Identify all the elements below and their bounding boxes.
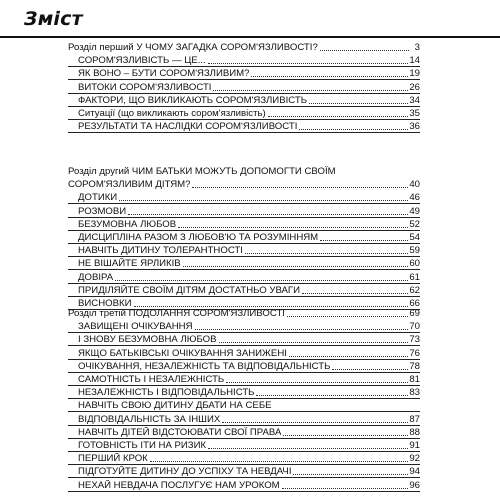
toc-page-number: 46 — [409, 192, 420, 204]
dot-leader — [320, 240, 408, 241]
dot-leader — [282, 488, 409, 489]
toc-entry-title: І ЗНОВУ БЕЗУМОВНА ЛЮБОВ — [78, 334, 217, 346]
dot-leader — [128, 214, 408, 215]
dot-leader — [256, 395, 408, 396]
dot-leader — [289, 356, 408, 357]
toc-entry-row[interactable] — [68, 119, 420, 133]
toc-page-number: 76 — [409, 347, 420, 359]
toc-entry-title: САМОТНІСТЬ І НЕЗАЛЕЖНІСТЬ — [78, 374, 225, 385]
toc-entry-row[interactable] — [68, 66, 420, 80]
dot-leader — [302, 293, 408, 294]
toc-entry-title: ЯК ВОНО – БУТИ СОРОМ'ЯЗЛИВИМ? — [78, 68, 250, 80]
toc-entry-title: НАВЧІТЬ ДИТИНУ ТОЛЕРАНТНОСТІ — [78, 245, 243, 257]
toc-page-number: 78 — [409, 360, 420, 372]
toc-entry-title: ЯКЩО БАТЬКІВСЬКІ ОЧІКУВАННЯ ЗАНИЖЕНІ — [78, 347, 287, 359]
toc-entry-row[interactable] — [68, 283, 420, 297]
heading-rule — [0, 36, 500, 38]
dot-leader — [183, 266, 409, 267]
toc-entry-title: ГОТОВНІСТЬ ІТИ НА РИЗИК — [78, 440, 207, 451]
toc-entry-title: ДОТИКИ — [78, 192, 118, 204]
toc-entry-title: РОЗМОВИ — [78, 205, 127, 217]
toc-entry-title: ФАКТОРИ, ЩО ВИКЛИКАЮТЬ СОРОМ'ЯЗЛИВІСТЬ — [78, 94, 308, 106]
dot-leader — [251, 76, 408, 77]
toc-entry-row[interactable] — [68, 319, 420, 333]
toc-entry-row[interactable] — [68, 217, 420, 231]
dot-leader — [287, 316, 408, 317]
toc-entry-row[interactable] — [68, 93, 420, 107]
toc-entry-title: ПЕРШИЙ КРОК — [78, 453, 148, 465]
toc-entry-title: НЕХАЙ НЕВДАЧА ПОСЛУГУЄ НАМ УРОКОМ — [78, 479, 280, 491]
dot-leader — [320, 50, 409, 51]
toc-entry-row[interactable] — [68, 359, 420, 373]
toc-entry-row[interactable] — [68, 464, 420, 478]
dot-leader — [115, 280, 408, 281]
toc-page-number: 96 — [409, 479, 420, 491]
toc-entry-row[interactable] — [68, 190, 420, 204]
dot-leader — [283, 435, 408, 436]
toc-entry-title: Розділ перший У ЧОМУ ЗАГАДКА СОРОМ'ЯЗЛИВОСТІ? — [68, 42, 318, 53]
toc-entry-row[interactable] — [68, 256, 420, 270]
toc-page-number: 92 — [409, 453, 420, 465]
dot-leader — [195, 329, 409, 330]
dot-leader — [192, 187, 408, 188]
toc-entry-row[interactable] — [68, 53, 420, 67]
dot-leader — [226, 382, 408, 383]
toc-entry-title: БЕЗУМОВНА ЛЮБОВ — [78, 218, 177, 230]
dot-leader — [293, 474, 408, 475]
dot-leader — [178, 227, 408, 228]
toc-page-number: 19 — [409, 68, 420, 80]
toc-chapter-row[interactable] — [68, 306, 420, 319]
toc-entry-title: ДИСЦИПЛІНА РАЗОМ З ЛЮБОВ'Ю ТА РОЗУМІННЯМ — [78, 232, 319, 243]
page-heading: Зміст — [24, 8, 83, 30]
toc-page-number: 34 — [409, 94, 420, 106]
toc-entry-title: Ситуації (що викликають сором'язливість) — [78, 108, 266, 119]
toc-entry-row[interactable] — [68, 270, 420, 284]
toc-page-number: 36 — [409, 121, 420, 133]
toc-entry-title: НЕ ВІШАЙТЕ ЯРЛИКІВ — [78, 258, 181, 270]
toc-page-number: 81 — [409, 374, 420, 385]
toc-entry-row[interactable] — [68, 243, 420, 257]
toc-entry-row[interactable] — [68, 438, 420, 452]
toc-chapter-row[interactable] — [68, 164, 420, 177]
toc-page-number: 62 — [409, 284, 420, 296]
toc-page-number: 66 — [409, 298, 420, 309]
toc-page-number: 3 — [414, 42, 420, 53]
toc-entry-title: ВИСНОВКИ — [78, 298, 132, 309]
dot-leader — [219, 342, 409, 343]
toc-entry-row[interactable] — [68, 106, 420, 120]
toc-page-number: 52 — [409, 218, 420, 230]
toc-entry-title: ВІДПОВІДАЛЬНІСТЬ ЗА ІНШИХ — [78, 413, 221, 425]
toc-entry-title: СОРОМ'ЯЗЛИВИМ ДІТЯМ? — [68, 179, 191, 191]
toc-page-number: 87 — [409, 413, 420, 425]
toc-page-number: 49 — [409, 205, 420, 217]
toc-entry-row[interactable] — [68, 478, 420, 492]
toc-entry-title: Розділ другий ЧИМ БАТЬКИ МОЖУТЬ ДОПОМОГТИ СВОЇМ — [68, 166, 336, 177]
dot-leader — [309, 103, 408, 104]
dot-leader — [208, 448, 408, 449]
toc-entry-row[interactable] — [68, 177, 420, 190]
toc-entry-row[interactable] — [68, 385, 420, 399]
toc-page-number: 83 — [409, 387, 420, 399]
dot-leader — [222, 422, 408, 423]
toc-entry-row[interactable] — [68, 451, 420, 465]
toc-page-number: 94 — [409, 466, 420, 478]
toc-entry-row[interactable] — [68, 372, 420, 386]
toc-entry-row[interactable] — [68, 346, 420, 360]
toc-page-number: 14 — [409, 55, 420, 67]
dot-leader — [245, 253, 408, 254]
toc-entry-title: ПРИДІЛЯЙТЕ СВОЇМ ДІТЯМ ДОСТАТНЬО УВАГИ — [78, 284, 301, 296]
toc-entry-title: ВИТОКИ СОРОМ'ЯЗЛИВОСТІ — [78, 81, 212, 93]
toc-page-number: 59 — [409, 245, 420, 257]
toc-page-number: 73 — [409, 334, 420, 346]
dot-leader — [332, 369, 408, 370]
dot-leader — [150, 461, 409, 462]
toc-page-number: 40 — [409, 179, 420, 191]
toc-entry-row[interactable] — [68, 332, 420, 346]
dot-leader — [268, 116, 409, 117]
toc-entry-title: ДОВІРА — [78, 271, 114, 283]
toc-entry-title: Розділ третій ПОДОЛАННЯ СОРОМ'ЯЗЛИВОСТІ — [68, 308, 285, 319]
toc-page-number: 54 — [409, 232, 420, 243]
toc-entry-row[interactable] — [68, 412, 420, 426]
toc-entry-title: ПІДГОТУЙТЕ ДИТИНУ ДО УСПІХУ ТА НЕВДАЧІ — [78, 466, 292, 478]
toc-page-number: 91 — [409, 440, 420, 451]
toc-page-number: 26 — [409, 81, 420, 93]
toc-entry-title: ЗАВИЩЕНІ ОЧІКУВАННЯ — [78, 321, 193, 333]
toc-chapter-row[interactable] — [68, 40, 420, 53]
toc-page-number: 60 — [409, 258, 420, 270]
toc-page-number: 69 — [409, 308, 420, 319]
toc-entry-row[interactable] — [68, 80, 420, 94]
toc-page-number: 61 — [409, 271, 420, 283]
toc-entry-row[interactable] — [68, 204, 420, 218]
dot-leader — [208, 63, 409, 64]
toc-entry-title: СОРОМ'ЯЗЛИВІСТЬ — ЦЕ... — [78, 55, 206, 67]
toc-entry-title: ОЧІКУВАННЯ, НЕЗАЛЕЖНІСТЬ ТА ВІДПОВІДАЛЬНІСТЬ — [78, 360, 331, 372]
dot-leader — [299, 129, 408, 130]
toc-entry-title: НАВЧІТЬ ДІТЕЙ ВІДСТОЮВАТИ СВОЇ ПРАВА — [78, 426, 282, 438]
toc-page-number: 88 — [409, 426, 420, 438]
toc-entry-title: РЕЗУЛЬТАТИ ТА НАСЛІДКИ СОРОМ'ЯЗЛИВОСТІ — [78, 121, 298, 133]
dot-leader — [213, 90, 408, 91]
toc-entry-title: НАВЧІТЬ СВОЮ ДИТИНУ ДБАТИ НА СЕБЕ — [78, 400, 272, 412]
toc-entry-row[interactable] — [68, 230, 420, 244]
toc-entry-row[interactable] — [68, 398, 420, 412]
toc-entry-title: НЕЗАЛЕЖНІСТЬ І ВІДПОВІДАЛЬНІСТЬ — [78, 387, 255, 399]
toc-page-number: 70 — [409, 321, 420, 333]
dot-leader — [119, 200, 408, 201]
toc-page-number: 35 — [409, 108, 420, 119]
toc-entry-row[interactable] — [68, 425, 420, 439]
